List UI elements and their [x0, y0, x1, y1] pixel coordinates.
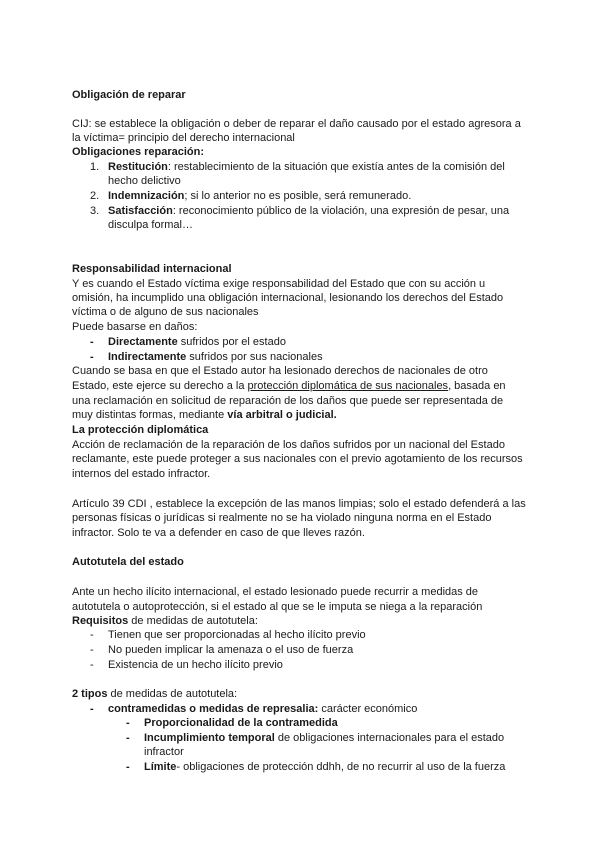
paragraph-line: reclamante, este puede proteger a sus nacionales con el previo agotamiento de los recursos: [72, 453, 523, 465]
dash-bullet: -: [90, 351, 94, 363]
requisito-item: No pueden implicar la amenaza o el uso de fuerza: [108, 644, 354, 656]
sub-item: [144, 731, 504, 745]
requisito-item: Tienen que ser proporcionadas al hecho ilícito previo: [108, 629, 366, 641]
sub-item-text: de obligaciones internacionales para el estado: [274, 732, 505, 744]
paragraph-line: Puede basarse en daños:: [72, 321, 198, 333]
tipos-line: [72, 687, 237, 701]
bullet-term: Indirectamente: [108, 351, 187, 363]
list-item: [108, 160, 505, 174]
bold-phrase: vía arbitral o judicial.: [227, 409, 337, 421]
list-number: 1.: [90, 161, 100, 173]
list-item-continuation: hecho delictivo: [108, 175, 181, 187]
paragraph-line: personas físicas o jurídicas si realmente no se ha violado ninguna norma en el Estado: [72, 512, 492, 524]
text-run: muy distintas formas, mediante: [72, 409, 228, 421]
section-title-responsabilidad: Responsabilidad internacional: [72, 263, 232, 275]
sub-item-term: Límite: [144, 761, 177, 773]
requisito-item: Existencia de un hecho ilícito previo: [108, 659, 283, 671]
tipo-item: [108, 702, 417, 716]
paragraph-line: la víctima= principio del derecho internacional: [72, 132, 295, 144]
tipo-term: contramedidas o medidas de represalia:: [108, 703, 319, 715]
sub-item-term: Incumplimiento temporal: [144, 732, 275, 744]
paragraph-line: Acción de reclamación de la reparación de los daños sufridos por un nacional del Estado: [72, 439, 505, 451]
paragraph-line: internos del estado infractor.: [72, 468, 211, 480]
list-number: 2.: [90, 190, 100, 202]
bullet-text: sufridos por el estado: [177, 336, 286, 348]
sub-item-continuation: infractor: [144, 746, 184, 758]
bullet-item: [108, 350, 323, 364]
section-title-autotutela: Autotutela del estado: [72, 556, 184, 568]
paragraph-line: Artículo 39 CDI , establece la excepción de las manos limpias; solo el estado defenderá a las: [72, 498, 526, 510]
list-item-term: Satisfacción: [108, 205, 173, 217]
paragraph-line: Y es cuando el Estado víctima exige responsabilidad del Estado que con su acción u: [72, 278, 486, 290]
sub-item: [144, 716, 338, 730]
sub-item-term: Proporcionalidad de la contramedida: [144, 717, 338, 729]
paragraph-line: infractor. Solo te va a defender en caso de que lleves razón.: [72, 527, 365, 539]
list-number: 3.: [90, 205, 100, 217]
underlined-phrase: protección diplomática de sus nacionales: [247, 380, 449, 392]
paragraph-line: una reclamación en solicitud de reparación de los daños que puede ser representada de: [72, 395, 504, 407]
bullet-item: [108, 335, 286, 349]
paragraph-line: CIJ: se establece la obligación o deber de reparar el daño causado por el estado agresora a: [72, 118, 521, 130]
list-item-term: Restitución: [108, 161, 168, 173]
paragraph-line: víctima o de alguno de sus nacionales: [72, 306, 259, 318]
list-item-term: Indemnización: [108, 190, 185, 202]
list-item: [108, 189, 411, 203]
paragraph-line: autotutela o autoprotección, si el estado al que se le imputa se niega a la reparación: [72, 601, 483, 613]
requisitos-line: [72, 614, 258, 628]
bullet-text: sufridos por sus nacionales: [186, 351, 323, 363]
tipo-text: carácter económico: [318, 703, 418, 715]
sub-item-text: - obligaciones de protección ddhh, de no recurrir al uso de la fuerza: [176, 761, 506, 773]
paragraph-line: omisión, ha incumplido una obligación internacional, lesionando los derechos del Estado: [72, 292, 504, 304]
bullet-term: Directamente: [108, 336, 178, 348]
dash-bullet: -: [126, 732, 130, 744]
list-item-text: ; si lo anterior no es posible, será remunerado.: [184, 190, 412, 202]
paragraph-line: Cuando se basa en que el Estado autor ha lesionado derechos de nacionales de otro: [72, 365, 488, 377]
obligaciones-heading: Obligaciones reparación:: [72, 146, 205, 158]
text-run: , basada en: [448, 380, 506, 392]
dash-bullet: -: [90, 703, 94, 715]
section-title-proteccion: La protección diplomática: [72, 424, 209, 436]
requisitos-text: de medidas de autotutela:: [128, 615, 258, 627]
paragraph-line: [72, 379, 506, 393]
text-run: Estado, este ejerce su derecho a la: [72, 380, 248, 392]
tipos-text: de medidas de autotutela:: [107, 688, 238, 700]
tipos-term: 2 tipos: [72, 688, 108, 700]
list-item-text: : reconocimiento público de la violación, una expresión de pesar, una: [172, 205, 510, 217]
section-title-obligacion: Obligación de reparar: [72, 89, 186, 101]
dash-bullet: -: [90, 629, 94, 641]
list-item-continuation: disculpa formal…: [108, 219, 193, 231]
dash-bullet: -: [90, 336, 94, 348]
paragraph-line: Ante un hecho ilícito internacional, el estado lesionado puede recurrir a medidas de: [72, 586, 479, 598]
list-item: [108, 204, 509, 218]
dash-bullet: -: [90, 644, 94, 656]
sub-item: [144, 760, 505, 774]
dash-bullet: -: [126, 761, 130, 773]
requisitos-term: Requisitos: [72, 615, 129, 627]
list-item-text: : restablecimiento de la situación que existía antes de la comisión del: [167, 161, 505, 173]
dash-bullet: -: [126, 717, 130, 729]
dash-bullet: -: [90, 659, 94, 671]
paragraph-line: [72, 408, 337, 422]
